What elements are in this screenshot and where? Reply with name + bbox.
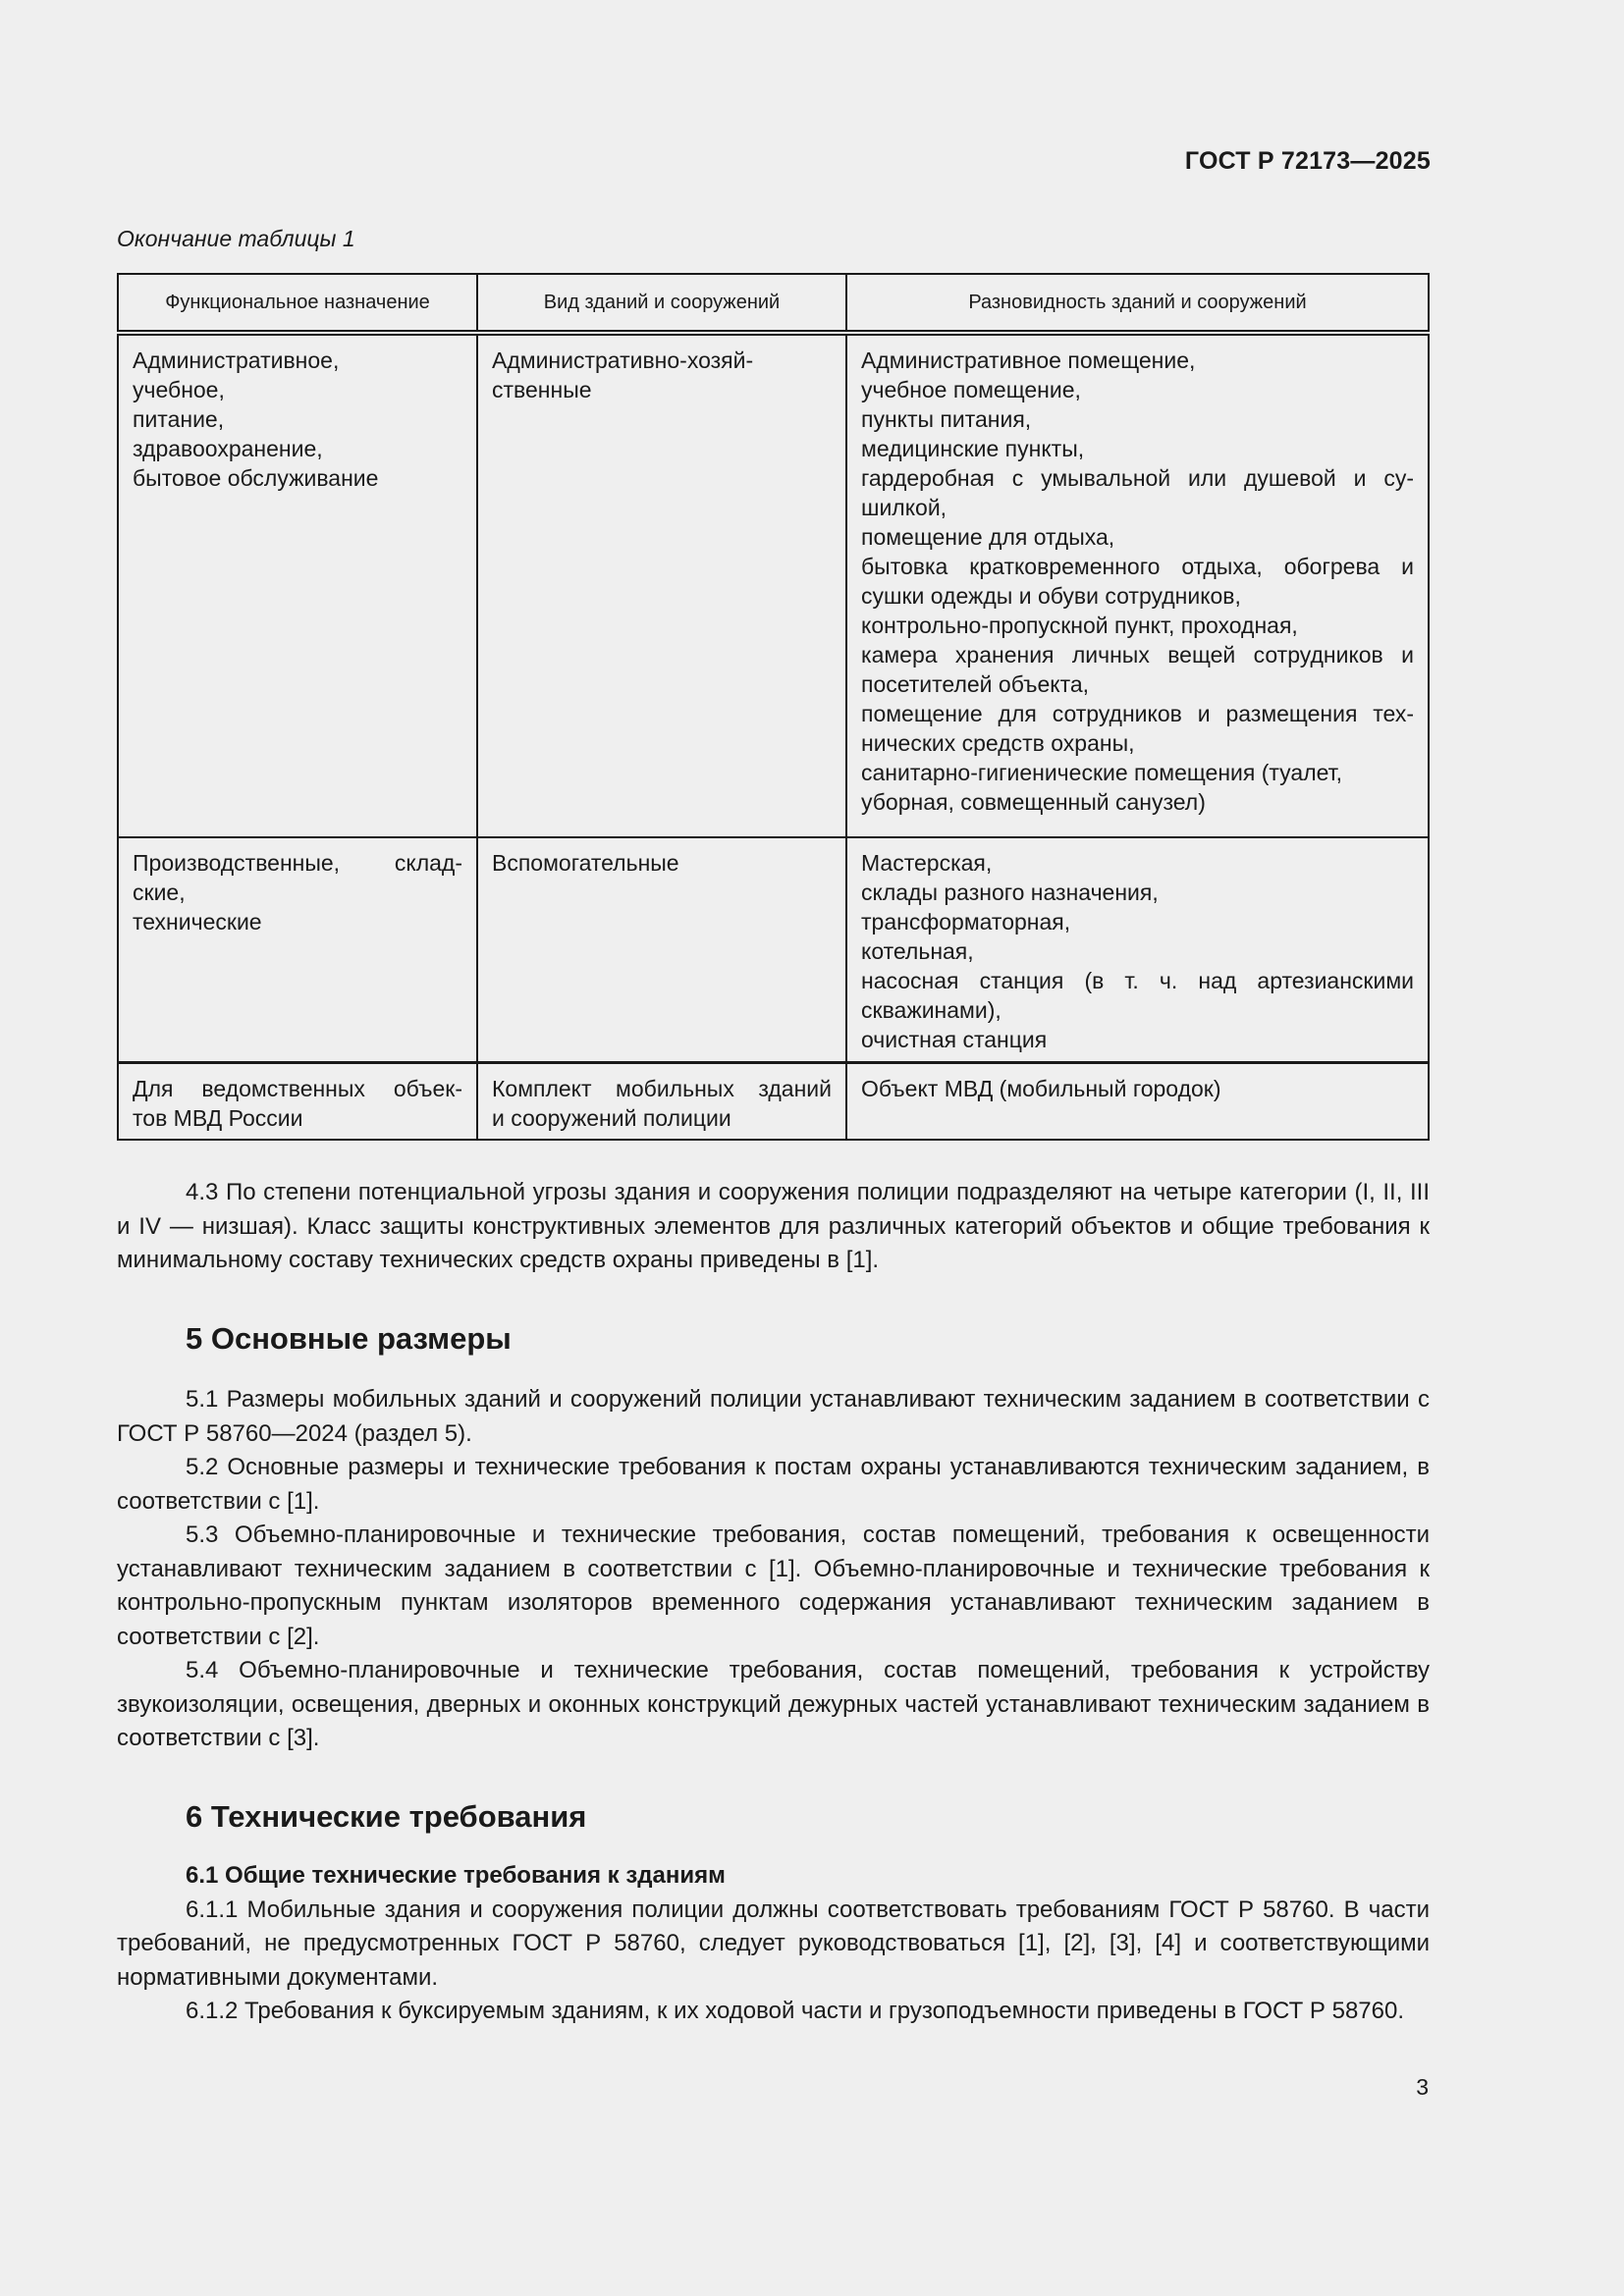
section-5-body (117, 1383, 1430, 1756)
table-cell-line: Объект МВД (мобильный городок) (861, 1075, 1221, 1101)
table-cell-line: Административное помещение, (861, 347, 1196, 373)
table-cell-building-variety (846, 333, 1429, 837)
table-row (118, 837, 1429, 1062)
table-cell-line: Комплект мобильных зданий (492, 1075, 832, 1101)
paragraph-4-3: 4.3 По степени потенциальной угрозы здания и сооружения полиции подразделяют на четыре категории (I, II, III и IV — низшая). Класс защиты конструктивных элементов для различных категорий объектов и общие требования к минимальному составу технических средств охраны приведены в [1]. (117, 1179, 1430, 1273)
table-cell-line: посетителей объекта, (861, 671, 1090, 697)
table-cell-line: учебное, (133, 377, 225, 402)
table-cell-line: помещение для отдыха, (861, 524, 1115, 550)
table-cell-line: склады разного назначения, (861, 880, 1159, 905)
section-heading-6: 6 Технические требования (186, 1799, 587, 1834)
table-cell-line: Производственные, склад- (133, 850, 462, 876)
column-header-building-type: Вид зданий и сооружений (477, 274, 846, 333)
table-cell-function (118, 1062, 477, 1140)
table-cell-line: питание, (133, 406, 225, 432)
paragraph-5-1: 5.1 Размеры мобильных зданий и сооружений полиции устанавливают техническим заданием в соответствии с ГОСТ Р 58760—2024 (раздел 5). (117, 1386, 1430, 1447)
table-cell-line: уборная, совмещенный санузел) (861, 789, 1206, 815)
table-cell-line: шилкой, (861, 495, 947, 520)
table-cell-line: гардеробная с умывальной или душевой и су- (861, 465, 1414, 491)
table-cell-line: Вспомогательные (492, 850, 679, 876)
table-cell-line: санитарно-гигиенические помещения (туалет, (861, 760, 1343, 785)
table-cell-line: Административное, (133, 347, 340, 373)
paragraph-6-1-1: 6.1.1 Мобильные здания и сооружения полиции должны соответствовать требованиям ГОСТ Р 58760. В части требований, не предусмотренных ГОСТ Р 58760, следует руководствоваться [1], [2], [3], [4] и соответствующими нормативными документами. (117, 1896, 1430, 1991)
building-types-table (117, 273, 1430, 1141)
table-cell-line: скважинами), (861, 997, 1001, 1023)
table-cell-line: ственные (492, 377, 592, 402)
table-header-row (118, 274, 1429, 333)
column-header-function: Функциональное назначение (118, 274, 477, 333)
table-cell-line: технические (133, 909, 262, 934)
table-cell-line: тов МВД России (133, 1104, 303, 1131)
section-heading-5: 5 Основные размеры (186, 1321, 512, 1356)
table-cell-building-variety (846, 1062, 1429, 1140)
table-cell-line: бытовка кратковременного отдыха, обогрева и (861, 554, 1414, 579)
table-cell-function (118, 837, 477, 1062)
table-cell-function (118, 333, 477, 837)
paragraph-5-2: 5.2 Основные размеры и технические требования к постам охраны устанавливаются техническим заданием, в соответствии с [1]. (117, 1454, 1430, 1515)
table-caption: Окончание таблицы 1 (117, 226, 355, 251)
table-cell-line: Для ведомственных объек- (133, 1075, 462, 1101)
table-cell-line: насосная станция (в т. ч. над артезианскими (861, 968, 1414, 993)
table-row (118, 1062, 1429, 1140)
table-cell-line: камера хранения личных вещей сотрудников и (861, 642, 1414, 667)
paragraph-5-3: 5.3 Объемно-планировочные и технические требования, состав помещений, требования к освещенности устанавливают техническим заданием в соответствии с [1]. Объемно-планировочные и технические требования к контрольно-пропускным пунктам изоляторов временного содержания устанавливают техническим заданием в соответствии с [2]. (117, 1522, 1430, 1650)
table-cell-line: бытовое обслуживание (133, 465, 379, 491)
section-6-body (117, 1859, 1430, 2029)
table-cell-line: контрольно-пропускной пункт, проходная, (861, 613, 1298, 638)
paragraph-6-1-2: 6.1.2 Требования к буксируемым зданиям, к их ходовой части и грузоподъемности приведены в ГОСТ Р 58760. (186, 1998, 1405, 2024)
document-code: ГОСТ Р 72173—2025 (1184, 147, 1431, 175)
table-cell-building-type (477, 837, 846, 1062)
table-cell-line: пункты питания, (861, 406, 1032, 432)
table-cell-line: Мастерская, (861, 850, 993, 876)
table-cell-line: трансформаторная, (861, 909, 1071, 934)
table-cell-line: и сооружений полиции (492, 1104, 731, 1131)
table-cell-line: помещение для сотрудников и размещения тех- (861, 701, 1414, 726)
table-cell-line: очистная станция (861, 1027, 1048, 1052)
paragraph-5-4: 5.4 Объемно-планировочные и технические требования, состав помещений, требования к устройству звукоизоляции, освещения, дверных и оконных конструкций дежурных частей устанавливают техническим заданием в соответствии с [3]. (117, 1657, 1430, 1751)
table-cell-line: здравоохранение, (133, 436, 323, 461)
table-cell-building-variety (846, 837, 1429, 1062)
table-cell-building-type (477, 333, 846, 837)
subsection-heading-6-1: 6.1 Общие технические требования к зданиям (186, 1862, 726, 1889)
table-cell-line: нических средств охраны, (861, 730, 1135, 756)
page-number: 3 (1416, 2074, 1429, 2100)
table-cell-line: сушки одежды и обуви сотрудников, (861, 583, 1241, 609)
table-cell-line: котельная, (861, 938, 974, 964)
table-cell-line: Административно-хозяй- (492, 347, 754, 373)
table-cell-line: учебное помещение, (861, 377, 1081, 402)
column-header-building-variety: Разновидность зданий и сооружений (846, 274, 1429, 333)
table-cell-line: ские, (133, 880, 186, 905)
table-cell-building-type (477, 1062, 846, 1140)
paragraph-block-4-3 (117, 1176, 1430, 1278)
table-row (118, 333, 1429, 837)
table-cell-line: медицинские пункты, (861, 436, 1085, 461)
